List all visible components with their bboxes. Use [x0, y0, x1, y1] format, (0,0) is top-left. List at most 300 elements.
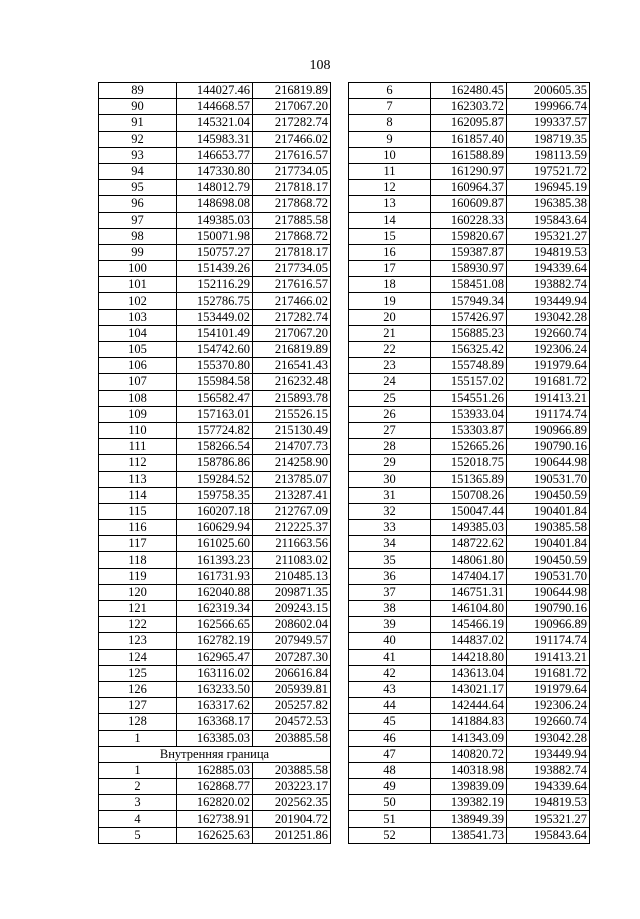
table-row	[349, 536, 590, 552]
table-row	[99, 342, 331, 358]
table-row	[99, 568, 331, 584]
point-number: 52	[349, 827, 431, 843]
coord-y: 217734.05	[253, 261, 331, 277]
coord-x: 163116.02	[177, 665, 253, 681]
table-row	[99, 681, 331, 697]
point-number: 106	[99, 358, 177, 374]
point-number: 45	[349, 714, 431, 730]
coord-y: 194819.53	[507, 795, 590, 811]
table-row	[349, 746, 590, 762]
coord-x: 160629.94	[177, 520, 253, 536]
point-number: 116	[99, 520, 177, 536]
coord-x: 161025.60	[177, 536, 253, 552]
coord-x: 161290.97	[431, 163, 507, 179]
table-row	[99, 293, 331, 309]
coord-x: 147330.80	[177, 163, 253, 179]
coord-x: 161731.93	[177, 568, 253, 584]
coord-y: 191681.72	[507, 374, 590, 390]
coord-y: 190401.84	[507, 536, 590, 552]
point-number: 98	[99, 228, 177, 244]
point-number: 93	[99, 147, 177, 163]
table-row	[349, 293, 590, 309]
coord-x: 148698.08	[177, 196, 253, 212]
coord-y: 214707.73	[253, 439, 331, 455]
table-row	[99, 698, 331, 714]
table-row	[99, 552, 331, 568]
coord-x: 162885.03	[177, 762, 253, 778]
table-row	[349, 487, 590, 503]
coord-y: 217868.72	[253, 228, 331, 244]
point-number: 43	[349, 681, 431, 697]
coord-x: 156325.42	[431, 342, 507, 358]
table-row	[99, 277, 331, 293]
table-row	[349, 601, 590, 617]
point-number: 104	[99, 325, 177, 341]
coord-y: 190401.84	[507, 503, 590, 519]
coord-x: 162965.47	[177, 649, 253, 665]
table-row	[99, 633, 331, 649]
coord-x: 154101.49	[177, 325, 253, 341]
coord-y: 195321.27	[507, 811, 590, 827]
point-number: 32	[349, 503, 431, 519]
coord-x: 144218.80	[431, 649, 507, 665]
point-number: 33	[349, 520, 431, 536]
point-number: 14	[349, 212, 431, 228]
point-number: 120	[99, 584, 177, 600]
coord-y: 195843.64	[507, 827, 590, 843]
coord-y: 217868.72	[253, 196, 331, 212]
coord-x: 151365.89	[431, 471, 507, 487]
coord-x: 152665.26	[431, 439, 507, 455]
table-row	[349, 471, 590, 487]
coord-y: 193882.74	[507, 762, 590, 778]
coord-x: 142444.64	[431, 698, 507, 714]
coord-x: 162566.65	[177, 617, 253, 633]
coord-x: 160207.18	[177, 503, 253, 519]
coord-y: 198113.59	[507, 147, 590, 163]
point-number: 18	[349, 277, 431, 293]
point-number: 41	[349, 649, 431, 665]
point-number: 12	[349, 180, 431, 196]
point-number: 23	[349, 358, 431, 374]
point-number: 119	[99, 568, 177, 584]
coord-x: 153449.02	[177, 309, 253, 325]
table-row	[349, 406, 590, 422]
table-row	[99, 244, 331, 260]
coord-y: 190966.89	[507, 617, 590, 633]
coord-x: 138949.39	[431, 811, 507, 827]
coord-y: 217818.17	[253, 180, 331, 196]
point-number: 16	[349, 244, 431, 260]
table-row	[349, 374, 590, 390]
table-row	[99, 163, 331, 179]
coord-y: 190644.98	[507, 455, 590, 471]
coord-y: 217067.20	[253, 99, 331, 115]
coord-y: 191413.21	[507, 390, 590, 406]
coord-x: 141884.83	[431, 714, 507, 730]
point-number: 1	[99, 762, 177, 778]
table-row	[349, 779, 590, 795]
point-number: 125	[99, 665, 177, 681]
table-row	[349, 439, 590, 455]
coord-x: 163368.17	[177, 714, 253, 730]
coord-y: 193042.28	[507, 730, 590, 746]
table-row	[349, 115, 590, 131]
point-number: 13	[349, 196, 431, 212]
coord-y: 193042.28	[507, 309, 590, 325]
table-row	[349, 325, 590, 341]
coord-y: 215893.78	[253, 390, 331, 406]
point-number: 28	[349, 439, 431, 455]
coord-y: 217282.74	[253, 309, 331, 325]
coord-y: 209243.15	[253, 601, 331, 617]
coord-x: 162782.19	[177, 633, 253, 649]
coord-x: 148061.80	[431, 552, 507, 568]
table-row	[99, 584, 331, 600]
table-row	[349, 180, 590, 196]
coord-x: 152786.75	[177, 293, 253, 309]
coord-y: 193449.94	[507, 293, 590, 309]
coord-y: 193882.74	[507, 277, 590, 293]
coord-x: 157163.01	[177, 406, 253, 422]
coord-x: 149385.03	[177, 212, 253, 228]
coord-y: 197521.72	[507, 163, 590, 179]
coord-y: 196945.19	[507, 180, 590, 196]
point-number: 46	[349, 730, 431, 746]
coord-y: 217734.05	[253, 163, 331, 179]
coord-x: 154551.26	[431, 390, 507, 406]
table-row	[349, 795, 590, 811]
point-number: 95	[99, 180, 177, 196]
coord-x: 150071.98	[177, 228, 253, 244]
point-number: 2	[99, 779, 177, 795]
table-row	[99, 196, 331, 212]
coord-x: 155984.58	[177, 374, 253, 390]
point-number: 27	[349, 422, 431, 438]
coord-y: 217616.57	[253, 277, 331, 293]
coord-y: 201251.86	[253, 827, 331, 843]
coord-x: 158930.97	[431, 261, 507, 277]
coord-y: 213287.41	[253, 487, 331, 503]
point-number: 47	[349, 746, 431, 762]
coord-y: 217616.57	[253, 147, 331, 163]
coord-x: 141343.09	[431, 730, 507, 746]
coord-x: 146104.80	[431, 601, 507, 617]
point-number: 126	[99, 681, 177, 697]
table-row	[99, 455, 331, 471]
coord-y: 217067.20	[253, 325, 331, 341]
coord-x: 159387.87	[431, 244, 507, 260]
coord-x: 149385.03	[431, 520, 507, 536]
coord-x: 144837.02	[431, 633, 507, 649]
coord-y: 216232.48	[253, 374, 331, 390]
table-row	[99, 520, 331, 536]
coord-y: 190450.59	[507, 552, 590, 568]
coord-x: 161393.23	[177, 552, 253, 568]
coord-y: 192660.74	[507, 714, 590, 730]
table-row	[349, 131, 590, 147]
point-number: 102	[99, 293, 177, 309]
point-number: 115	[99, 503, 177, 519]
point-number: 19	[349, 293, 431, 309]
point-number: 35	[349, 552, 431, 568]
point-number: 111	[99, 439, 177, 455]
coord-y: 194819.53	[507, 244, 590, 260]
point-number: 94	[99, 163, 177, 179]
point-number: 51	[349, 811, 431, 827]
table-row	[99, 487, 331, 503]
table-row	[99, 779, 331, 795]
coord-x: 159820.67	[431, 228, 507, 244]
coord-y: 193449.94	[507, 746, 590, 762]
table-row	[349, 83, 590, 99]
coord-y: 217466.02	[253, 131, 331, 147]
coord-x: 158786.86	[177, 455, 253, 471]
point-number: 26	[349, 406, 431, 422]
coord-y: 190450.59	[507, 487, 590, 503]
coord-y: 191681.72	[507, 665, 590, 681]
point-number: 118	[99, 552, 177, 568]
table-row	[349, 552, 590, 568]
table-row	[349, 714, 590, 730]
coord-x: 145321.04	[177, 115, 253, 131]
coord-x: 162319.34	[177, 601, 253, 617]
coord-x: 156885.23	[431, 325, 507, 341]
coord-y: 217885.58	[253, 212, 331, 228]
coord-y: 212225.37	[253, 520, 331, 536]
coord-y: 211663.56	[253, 536, 331, 552]
table-row	[349, 244, 590, 260]
point-number: 112	[99, 455, 177, 471]
point-number: 121	[99, 601, 177, 617]
coord-y: 190531.70	[507, 471, 590, 487]
coord-y: 213785.07	[253, 471, 331, 487]
point-number: 21	[349, 325, 431, 341]
point-number: 107	[99, 374, 177, 390]
point-number: 40	[349, 633, 431, 649]
point-number: 89	[99, 83, 177, 99]
coord-x: 162303.72	[431, 99, 507, 115]
point-number: 97	[99, 212, 177, 228]
coord-x: 162095.87	[431, 115, 507, 131]
coord-x: 158266.54	[177, 439, 253, 455]
coord-y: 192660.74	[507, 325, 590, 341]
coord-x: 147404.17	[431, 568, 507, 584]
coord-x: 145466.19	[431, 617, 507, 633]
coord-y: 204572.53	[253, 714, 331, 730]
coord-x: 144027.46	[177, 83, 253, 99]
coord-x: 161588.89	[431, 147, 507, 163]
point-number: 10	[349, 147, 431, 163]
point-number: 6	[349, 83, 431, 99]
coord-y: 202562.35	[253, 795, 331, 811]
coord-y: 201904.72	[253, 811, 331, 827]
table-row	[349, 99, 590, 115]
coord-y: 203223.17	[253, 779, 331, 795]
table-row	[349, 665, 590, 681]
coord-y: 215130.49	[253, 422, 331, 438]
table-row	[349, 681, 590, 697]
table-row	[99, 228, 331, 244]
coord-x: 161857.40	[431, 131, 507, 147]
coord-y: 216819.89	[253, 342, 331, 358]
table-row	[99, 665, 331, 681]
table-row	[99, 795, 331, 811]
coord-x: 163233.50	[177, 681, 253, 697]
point-number: 7	[349, 99, 431, 115]
point-number: 100	[99, 261, 177, 277]
coord-y: 198719.35	[507, 131, 590, 147]
coord-x: 155157.02	[431, 374, 507, 390]
coord-y: 191413.21	[507, 649, 590, 665]
coord-y: 203885.58	[253, 762, 331, 778]
point-number: 92	[99, 131, 177, 147]
coord-x: 139382.19	[431, 795, 507, 811]
coord-x: 162040.88	[177, 584, 253, 600]
coord-y: 205257.82	[253, 698, 331, 714]
coord-x: 140820.72	[431, 746, 507, 762]
coord-x: 152116.29	[177, 277, 253, 293]
point-number: 127	[99, 698, 177, 714]
coord-y: 190790.16	[507, 439, 590, 455]
point-number: 124	[99, 649, 177, 665]
point-number: 49	[349, 779, 431, 795]
coord-y: 217282.74	[253, 115, 331, 131]
table-row	[99, 358, 331, 374]
point-number: 24	[349, 374, 431, 390]
point-number: 113	[99, 471, 177, 487]
point-number: 101	[99, 277, 177, 293]
coord-x: 143021.17	[431, 681, 507, 697]
table-row	[99, 374, 331, 390]
coord-x: 155748.89	[431, 358, 507, 374]
point-number: 17	[349, 261, 431, 277]
table-row	[349, 277, 590, 293]
table-row	[99, 390, 331, 406]
coordinates-table-right	[348, 82, 590, 844]
coord-x: 154742.60	[177, 342, 253, 358]
point-number: 3	[99, 795, 177, 811]
coord-x: 159284.52	[177, 471, 253, 487]
point-number: 50	[349, 795, 431, 811]
table-row	[349, 309, 590, 325]
point-number: 123	[99, 633, 177, 649]
coord-y: 205939.81	[253, 681, 331, 697]
coord-y: 191979.64	[507, 358, 590, 374]
point-number: 108	[99, 390, 177, 406]
point-number: 30	[349, 471, 431, 487]
point-number: 44	[349, 698, 431, 714]
point-number: 22	[349, 342, 431, 358]
coord-x: 151439.26	[177, 261, 253, 277]
point-number: 105	[99, 342, 177, 358]
coord-y: 211083.02	[253, 552, 331, 568]
coord-y: 217466.02	[253, 293, 331, 309]
table-row	[99, 212, 331, 228]
table-row	[99, 471, 331, 487]
coord-x: 140318.98	[431, 762, 507, 778]
coord-y: 217818.17	[253, 244, 331, 260]
table-row	[99, 649, 331, 665]
coord-x: 139839.09	[431, 779, 507, 795]
coord-y: 207287.30	[253, 649, 331, 665]
table-row	[349, 147, 590, 163]
table-row	[349, 228, 590, 244]
coord-x: 146653.77	[177, 147, 253, 163]
coord-y: 191174.74	[507, 633, 590, 649]
coord-y: 216819.89	[253, 83, 331, 99]
coord-x: 156582.47	[177, 390, 253, 406]
coord-x: 158451.08	[431, 277, 507, 293]
point-number: 11	[349, 163, 431, 179]
coord-x: 143613.04	[431, 665, 507, 681]
table-row	[349, 196, 590, 212]
table-row	[349, 698, 590, 714]
coord-y: 194339.64	[507, 261, 590, 277]
table-row	[99, 83, 331, 99]
coord-y: 216541.43	[253, 358, 331, 374]
table-row	[99, 422, 331, 438]
coord-x: 160228.33	[431, 212, 507, 228]
point-number: 122	[99, 617, 177, 633]
table-row	[99, 439, 331, 455]
coord-y: 212767.09	[253, 503, 331, 519]
point-number: 48	[349, 762, 431, 778]
coordinates-table-left	[98, 82, 331, 844]
table-row	[99, 309, 331, 325]
coord-y: 199966.74	[507, 99, 590, 115]
coord-x: 162868.77	[177, 779, 253, 795]
point-number: 117	[99, 536, 177, 552]
point-number: 91	[99, 115, 177, 131]
point-number: 96	[99, 196, 177, 212]
table-row	[99, 811, 331, 827]
table-row	[99, 325, 331, 341]
point-number: 25	[349, 390, 431, 406]
coord-y: 209871.35	[253, 584, 331, 600]
table-row	[349, 633, 590, 649]
coord-x: 157949.34	[431, 293, 507, 309]
coord-x: 138541.73	[431, 827, 507, 843]
point-number: 110	[99, 422, 177, 438]
table-row	[99, 730, 331, 746]
table-row	[99, 503, 331, 519]
coord-x: 163317.62	[177, 698, 253, 714]
table-row	[349, 827, 590, 843]
table-row	[99, 99, 331, 115]
point-number: 9	[349, 131, 431, 147]
table-row	[349, 811, 590, 827]
coord-y: 210485.13	[253, 568, 331, 584]
table-row	[349, 455, 590, 471]
table-row	[349, 584, 590, 600]
table-row	[349, 358, 590, 374]
table-row	[99, 762, 331, 778]
coord-y: 208602.04	[253, 617, 331, 633]
coord-y: 192306.24	[507, 342, 590, 358]
coord-y: 206616.84	[253, 665, 331, 681]
coord-x: 162820.02	[177, 795, 253, 811]
table-row	[349, 762, 590, 778]
coord-x: 155370.80	[177, 358, 253, 374]
coord-y: 190531.70	[507, 568, 590, 584]
table-row	[99, 827, 331, 843]
point-number: 42	[349, 665, 431, 681]
coord-y: 194339.64	[507, 779, 590, 795]
coord-y: 191174.74	[507, 406, 590, 422]
coord-x: 146751.31	[431, 584, 507, 600]
coord-x: 145983.31	[177, 131, 253, 147]
